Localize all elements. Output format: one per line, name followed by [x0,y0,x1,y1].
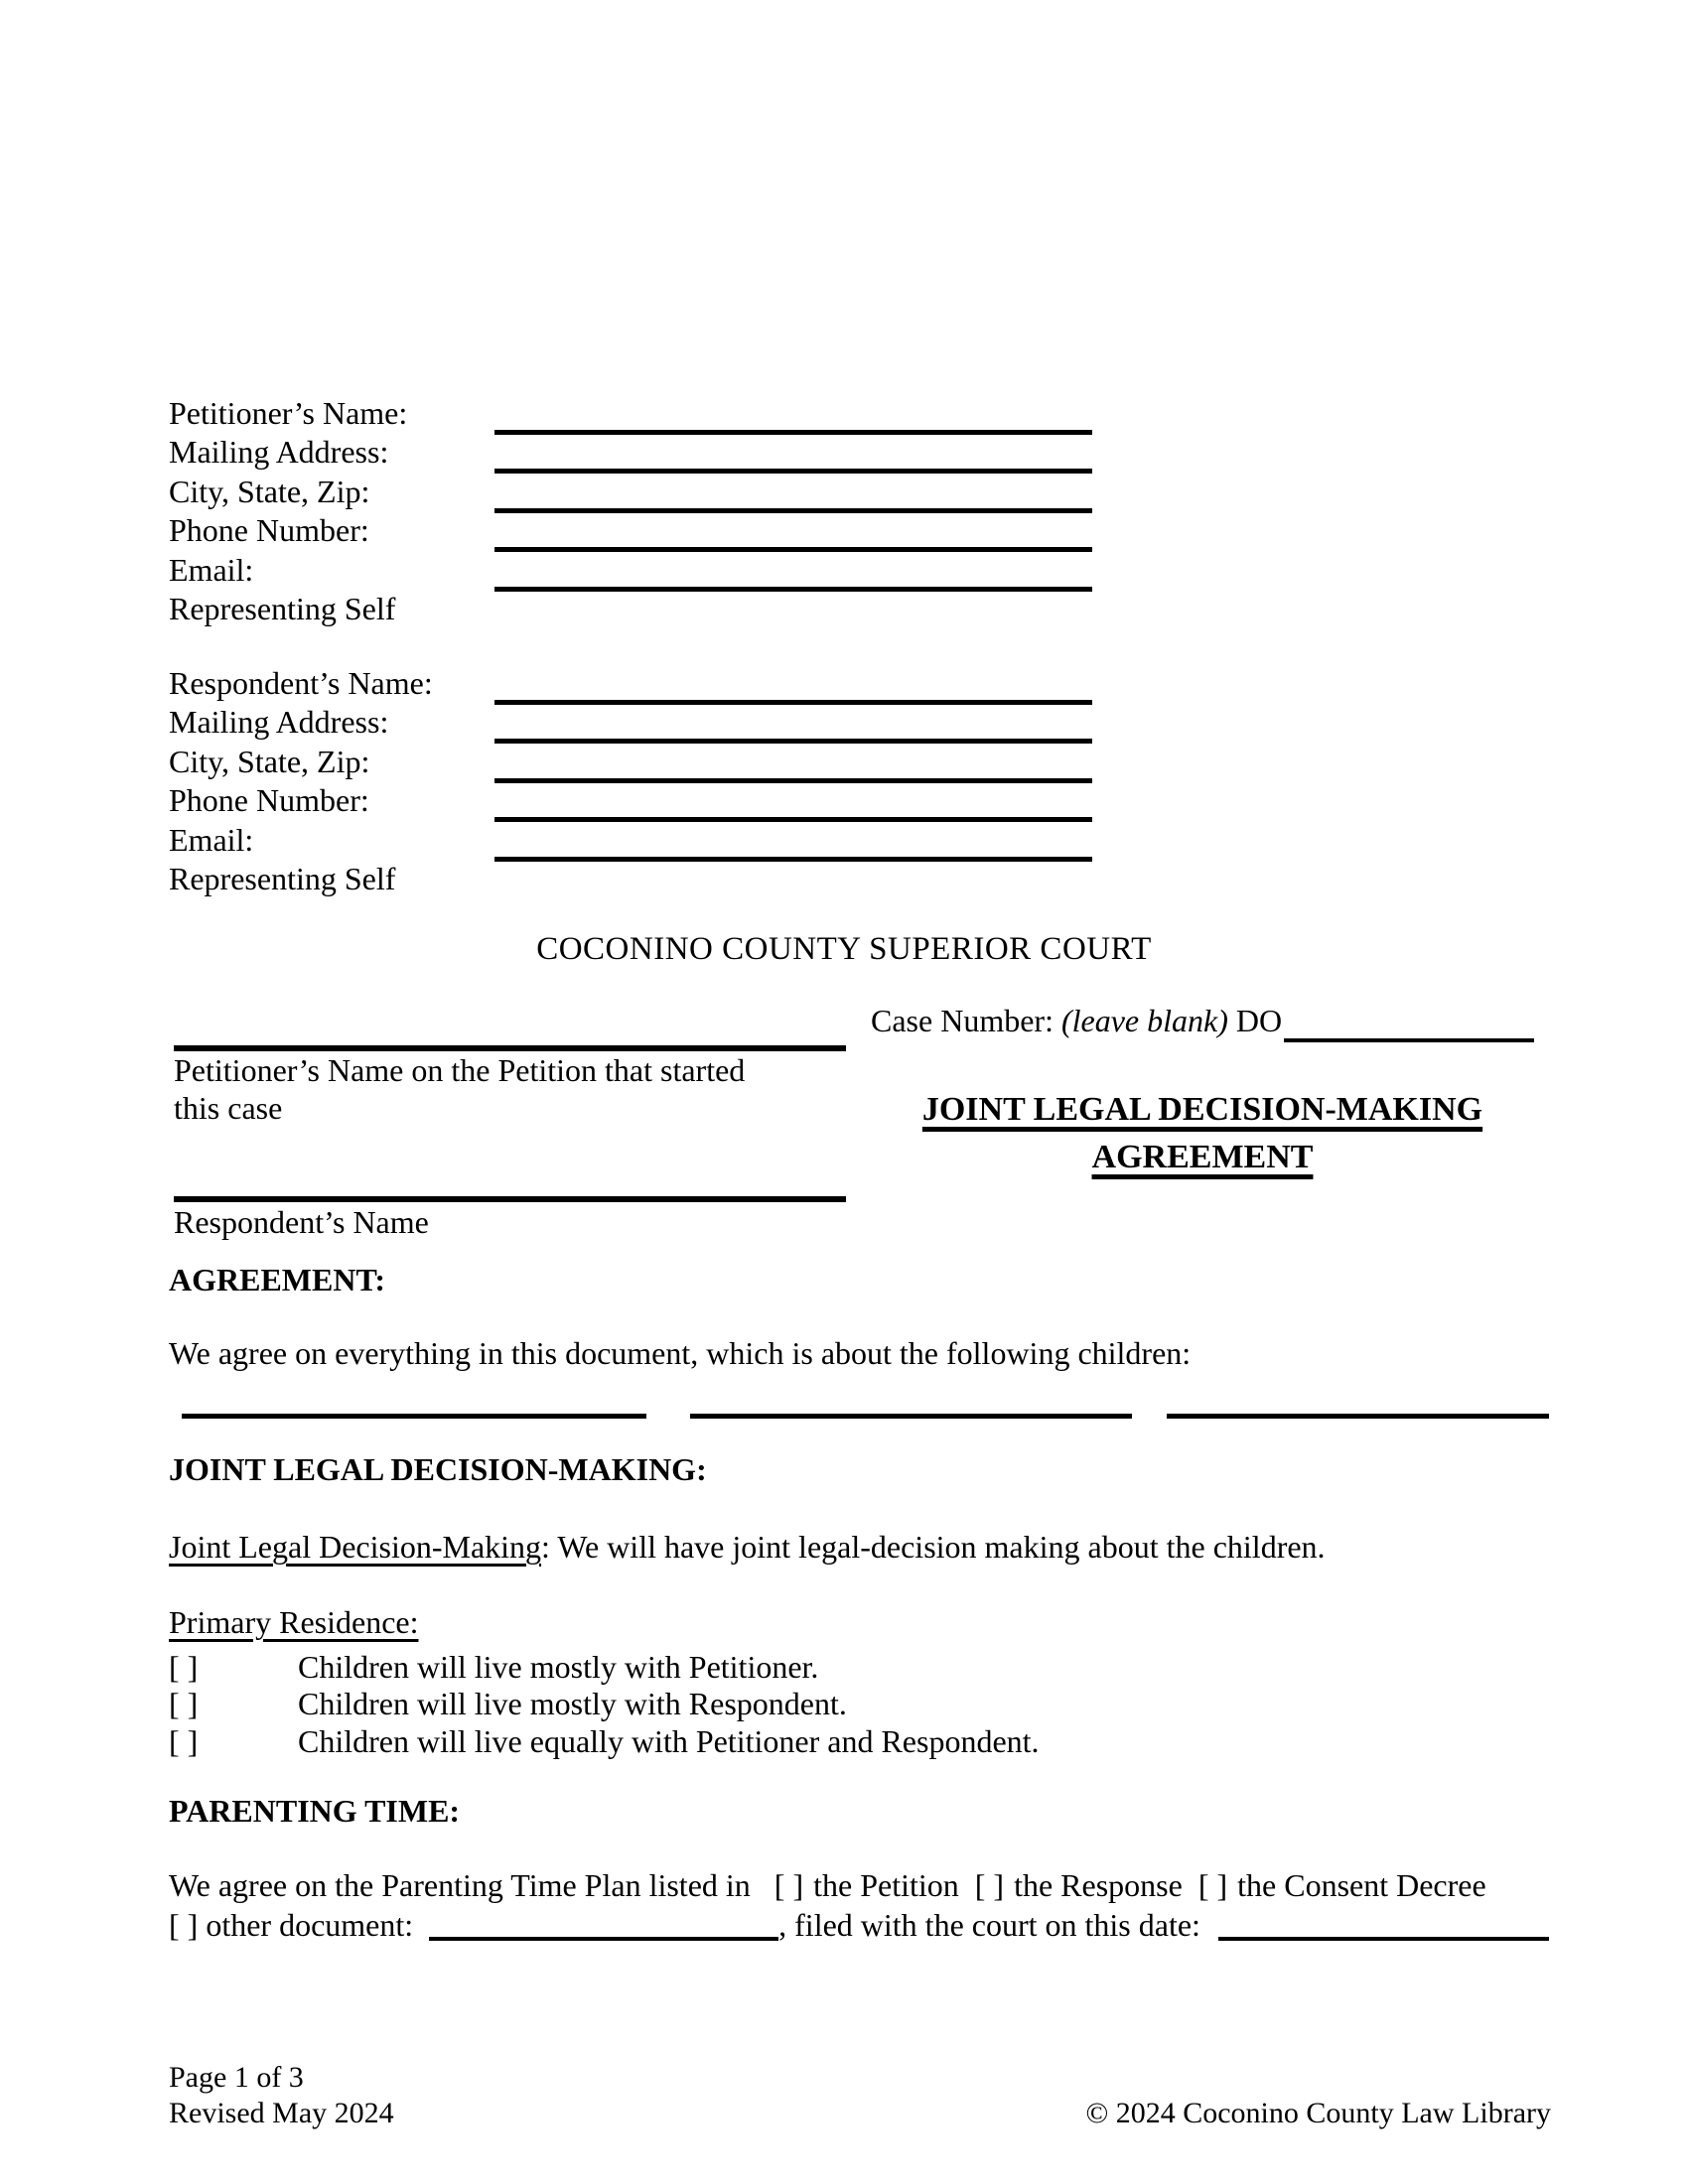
petitioner-representing-self-label: Representing Self [169,591,396,626]
option-label-live-with-respondent: Children will live mostly with Respondent. [298,1686,847,1721]
respondent-caption-line[interactable] [174,1196,846,1202]
agreement-body-text: We agree on everything in this document, which is about the following children: [169,1335,1192,1371]
respondent-city-label: City, State, Zip: [169,743,370,779]
checkbox-consent-decree[interactable]: [ ] [1197,1867,1228,1903]
respondent-representing-self-label: Representing Self [169,861,396,896]
parenting-time-prefix: We agree on the Parenting Time Plan listed in [169,1867,759,1903]
parenting-time-heading: PARENTING TIME: [169,1793,461,1829]
parenting-time-line-1 [169,1867,1579,1904]
document-title: JOINT LEGAL DECISION-MAKING AGREEMENT [921,1091,1483,1175]
respondent-name-label: Respondent’s Name: [169,664,433,701]
respondent-city-row [169,744,1092,783]
petitioner-address-label: Mailing Address: [169,434,389,470]
case-number-blank-line[interactable] [1284,1003,1534,1042]
respondent-caption-label: Respondent’s Name [174,1204,429,1240]
case-number-row [871,1003,1534,1046]
respondent-phone-label: Phone Number: [169,782,369,818]
petitioner-name-row [169,395,1092,435]
option-row-respondent [169,1686,1460,1723]
petitioner-city-label: City, State, Zip: [169,473,370,509]
petitioner-caption-line[interactable] [174,1045,846,1051]
respondent-phone-row [169,783,1092,823]
filed-date-blank-line[interactable] [1218,1907,1549,1941]
jldm-lead-rest: : We will have joint legal-decision making about the children. [541,1529,1326,1565]
agreement-heading: AGREEMENT: [169,1262,386,1297]
option-label-petition: the Petition [813,1867,959,1903]
revised-date: Revised May 2024 [169,2097,394,2129]
parenting-time-line-2 [169,1907,1549,1944]
case-number-prefix: DO [1227,1003,1283,1038]
respondent-email-row [169,822,1092,862]
checkbox-response[interactable]: [ ] [974,1867,1005,1903]
petitioner-name-label: Petitioner’s Name: [169,394,408,431]
checkbox-live-equally[interactable]: [ ] [169,1722,199,1759]
petitioner-city-row [169,474,1092,513]
checkbox-live-with-petitioner[interactable]: [ ] [169,1648,199,1685]
respondent-address-row [169,705,1092,745]
jldm-heading: JOINT LEGAL DECISION-MAKING: [169,1451,707,1487]
option-label-live-with-petitioner: Children will live mostly with Petitioner. [298,1648,819,1685]
respondent-name-row [169,665,1092,705]
child-name-line-1[interactable] [182,1414,646,1419]
petitioner-email-row [169,552,1092,592]
option-label-response: the Response [1014,1867,1183,1903]
copyright-notice: © 2024 Coconino County Law Library [1085,2097,1551,2129]
primary-residence-heading: Primary Residence: [169,1604,419,1640]
filed-date-label: , filed with the court on this date: [778,1907,1208,1943]
option-label-consent-decree: the Consent Decree [1237,1867,1486,1903]
jldm-lead-sentence [169,1529,1326,1566]
option-row-petitioner [169,1648,1460,1686]
case-number-leave-blank-hint: (leave blank) [1060,1003,1228,1038]
petitioner-contact-block [169,395,1092,630]
child-name-line-3[interactable] [1167,1414,1549,1419]
option-label-live-equally: Children will live equally with Petitioner and Respondent. [298,1722,1040,1759]
respondent-contact-block [169,665,1092,900]
option-row-equally [169,1722,1460,1760]
checkbox-petition[interactable]: [ ] [774,1867,804,1903]
petitioner-representing-row [169,592,1092,631]
checkbox-other-document[interactable]: [ ] [169,1907,199,1943]
other-document-blank-line[interactable] [429,1907,778,1941]
case-number-label: Case Number: [871,1003,1061,1038]
respondent-address-label: Mailing Address: [169,704,389,740]
petitioner-phone-label: Phone Number: [169,512,369,548]
jldm-lead-underlined-phrase: Joint Legal Decision-Making [169,1529,542,1565]
page-number: Page 1 of 3 [169,2061,304,2094]
primary-residence-options [169,1648,1460,1760]
petitioner-address-row [169,435,1092,475]
petitioner-email-label: Email: [169,551,254,588]
respondent-email-label: Email: [169,821,254,858]
respondent-representing-row [169,862,1092,901]
petitioner-caption-label: Petitioner’s Name on the Petition that started this case [174,1052,746,1126]
other-document-label: other document: [198,1907,422,1943]
checkbox-live-with-respondent[interactable]: [ ] [169,1686,199,1721]
child-name-line-2[interactable] [690,1414,1132,1419]
petitioner-phone-row [169,513,1092,553]
court-name: COCONINO COUNTY SUPERIOR COURT [536,931,1152,967]
